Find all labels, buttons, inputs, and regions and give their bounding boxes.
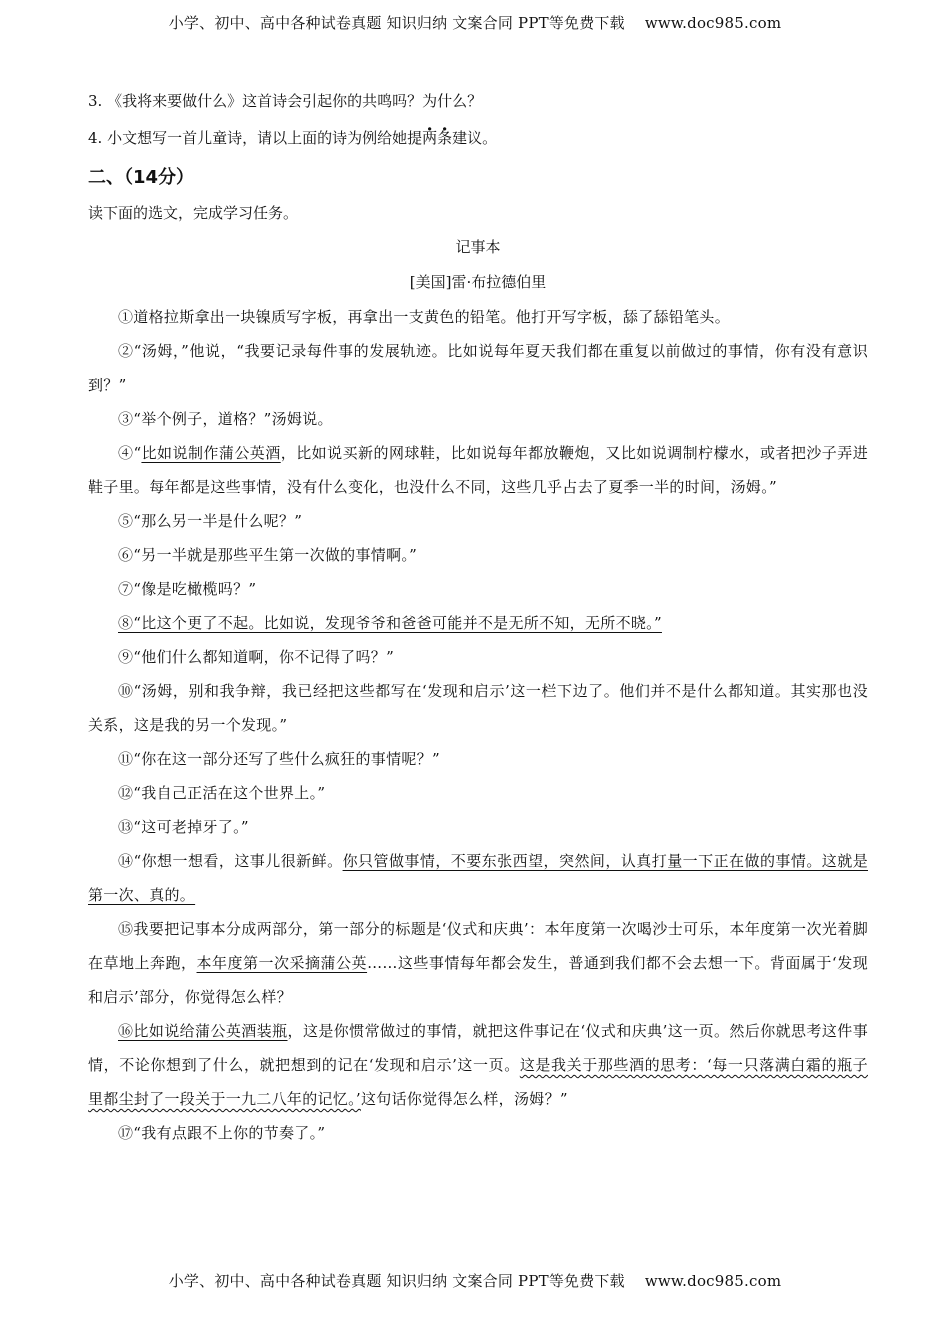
paragraph-15-start: ⑮我要把记事本分成两部分，第一部分的标题是‘仪式和庆典’：本年度第一次喝沙士可乐，本年度第一次光着脚在草地上奔跑， [88,920,868,972]
paragraph-4-rest: ，比如说买新的网球鞋，比如说每年都放鞭炮，又比如说调制柠檬水，或者把沙子弄进鞋子里。每年都是这些事情，没有什么变化，也没什么不同，这些几乎占去了夏季一半的时间，汤姆。” [88,444,869,496]
article-title: 记事本 [455,238,501,256]
paragraph-9: ⑨“他们什么都知道啊，你不记得了吗？” [118,648,395,666]
underlined-phrase-1: 比如说制作蒲公英酒 [141,444,281,462]
paragraph-4-start: ④“ [118,444,142,462]
underlined-sentence-8: ⑧“比这个更了不起。比如说，发现爷爷和爸爸可能并不是无所不知，无所不晓。” [118,614,662,632]
page-header [0,12,950,33]
paragraph-11: ⑪“你在这一部分还写了些什么疯狂的事情呢？” [118,750,440,768]
article-author: [美国]雷·布拉德伯里 [409,273,547,291]
paragraph-16-middle: ，这是你惯常做过的事情，就把这件事记在‘仪式和庆典’这一页。然后你就思考这件事情，不论你想到了什么，就把想到的记在‘发现和启示’这一页。 [88,1022,868,1074]
paragraph-8 [88,606,868,640]
header-text: 小学、初中、高中各种试卷真题 知识归纳 文案合同 PPT等免费下载 [168,14,625,32]
paragraph-7: ⑦“像是吃橄榄吗？” [118,580,257,598]
document-body [88,86,868,1150]
paragraph-4 [88,436,868,504]
footer-url[interactable]: www.doc985.com [644,1272,782,1290]
paragraph-16 [88,1014,868,1116]
wavy-underlined-sentence-16: 这是我关于那些酒的思考：‘每一只落满白霜的瓶子里都尘封了一段关于一九二八年的记忆。’ [88,1056,868,1108]
paragraph-15-rest: ……这些事情每年都会发生，普通到我们都不会去想一下。背面属于‘发现和启示’部分，你觉得怎么样？ [88,954,869,1006]
paragraph-3: ③“举个例子，道格？”汤姆说。 [118,410,333,428]
emphasis-dot-char-2: 条 [437,129,453,147]
header-url[interactable]: www.doc985.com [644,14,782,32]
paragraph-14-start: ⑭“你想一想看，这事儿很新鲜。 [118,852,343,870]
paragraph-10: ⑩“汤姆，别和我争辩，我已经把这些都写在‘发现和启示’这一栏下边了。他们并不是什么都知道。其实那也没关系，这是我的另一个发现。” [88,682,868,734]
emphasis-dot-char-1: 两 [422,129,438,147]
paragraph-13: ⑬“这可老掉牙了。” [118,818,249,836]
page-footer [0,1270,950,1291]
paragraph-15 [88,912,868,1014]
paragraph-14 [88,844,868,912]
underlined-phrase-15: 本年度第一次采摘蒲公英 [196,954,368,972]
paragraph-12: ⑫“我自己正活在这个世界上。” [118,784,326,802]
footer-text: 小学、初中、高中各种试卷真题 知识归纳 文案合同 PPT等免费下载 [168,1272,625,1290]
section-2-instruction: 读下面的选文，完成学习任务。 [88,204,299,222]
paragraph-16-end: 这句话你觉得怎么样，汤姆？” [360,1090,568,1108]
underlined-phrase-16: ⑯比如说给蒲公英酒装瓶 [118,1022,288,1040]
paragraph-6: ⑥“另一半就是那些平生第一次做的事情啊。” [118,546,418,564]
underlined-sentence-14: 你只管做事情，不要东张西望，突然间，认真打量一下正在做的事情。这就是第一次、真的。 [88,852,868,904]
question-3: 3. 《我将来要做什么》这首诗会引起你的共鸣吗？为什么？ [88,92,483,110]
section-2-heading: 二、（14分） [88,167,195,188]
paragraph-2: ②“汤姆，”他说，“我要记录每件事的发展轨迹。比如说每年夏天我们都在重复以前做过的事情，你有没有意识到？” [88,342,868,394]
question-4-text-a: 4. 小文想写一首儿童诗，请以上面的诗为例给她提 [88,129,423,147]
paragraph-5: ⑤“那么另一半是什么呢？” [118,512,303,530]
paragraph-17: ⑰“我有点跟不上你的节奏了。” [118,1124,326,1142]
question-4 [88,123,868,160]
paragraph-1: ①道格拉斯拿出一块镍质写字板，再拿出一支黄色的铅笔。他打开写字板，舔了舔铅笔头。 [118,308,731,326]
question-4-text-b: 建议。 [452,129,498,147]
